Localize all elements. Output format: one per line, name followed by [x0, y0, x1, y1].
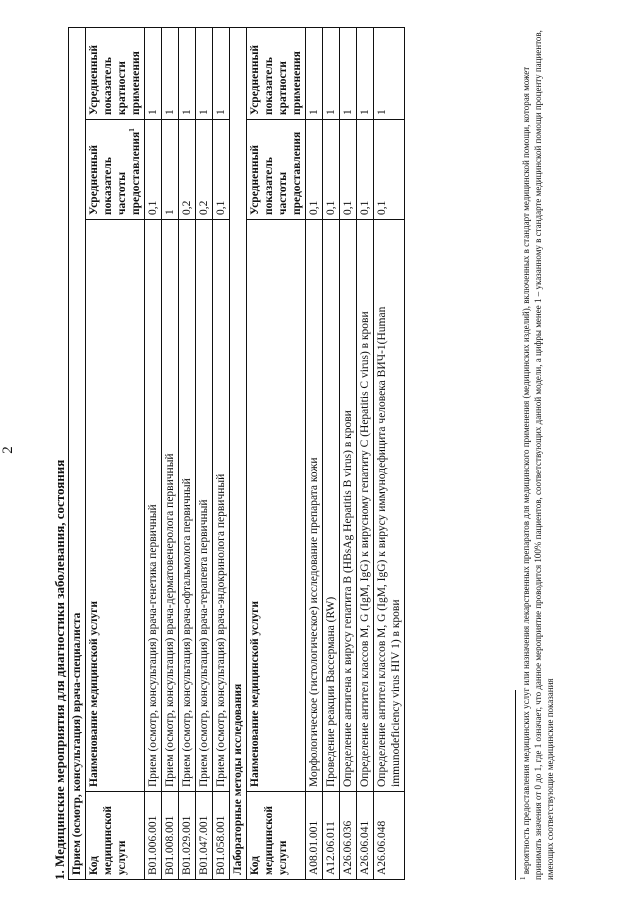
footnote-text: вероятность предоставления медицинских услуг или назначения лекарственных препаратов для медицинского применения (медицинских изделий), включенных в стандарт медицинской помощи, которая может принимать значения от 0 до 1, где 1 означает, что данное мероприятие проводится 100% пациентов, соответствующих данной модели, а цифры менее 1 – указанному в стандарте медицинской помощи проценту пациентов, имеющих соответствующие медицинские показания: [521, 30, 556, 880]
table-row: [162, 27, 179, 879]
service-name: Прием (осмотр, консультация) врача-дерматовенеролога первичный: [162, 220, 179, 792]
header-frequency-label: Усредненный показатель частоты предоставления: [249, 131, 304, 215]
rotated-page: [0, 20, 610, 880]
group-title-row: [69, 27, 86, 879]
header-row: [247, 27, 306, 879]
section-title: 1. Медицинские мероприятия для диагностики заболевания, состояния: [52, 459, 67, 880]
header-name: Наименование медицинской услуги: [247, 220, 306, 792]
frequency-value: 0,1: [374, 120, 405, 220]
services-table-body: [69, 27, 405, 879]
frequency-value: 0,1: [340, 120, 357, 220]
service-code: A26.06.048: [374, 792, 405, 880]
service-code: A08.01.001: [306, 792, 323, 880]
header-code: Код медицинской услуги: [86, 792, 145, 880]
header-row: [86, 27, 145, 879]
multiplicity-value: 1: [357, 27, 374, 119]
table-row: [306, 27, 323, 879]
table-row: [357, 27, 374, 879]
multiplicity-value: 1: [374, 27, 405, 119]
service-name: Прием (осмотр, консультация) врача-офтальмолога первичный: [179, 220, 196, 792]
group-title: Прием (осмотр, консультация) врача-специалиста: [69, 27, 86, 879]
service-name: Проведение реакции Вассермана (RW): [323, 220, 340, 792]
multiplicity-value: 1: [306, 27, 323, 119]
header-multiplicity: Усредненный показатель кратности применения: [86, 27, 145, 119]
service-name: Определение антигена к вирусу гепатита B (HBsAg Hepatitis B virus) в крови: [340, 220, 357, 792]
frequency-value: 0,1: [306, 120, 323, 220]
frequency-value: 0,2: [196, 120, 213, 220]
service-name: Определение антител классов M, G (IgM, IgG) к вирусу иммунодефицита человека ВИЧ-1(Human immunodeficiency virus HIV 1) в крови: [374, 220, 405, 792]
footnote-rule: [515, 690, 516, 880]
header-multiplicity: Усредненный показатель кратности применения: [247, 27, 306, 119]
table-row: [323, 27, 340, 879]
table-row: [145, 27, 162, 879]
table-row: [340, 27, 357, 879]
frequency-value: 0,1: [357, 120, 374, 220]
header-name: Наименование медицинской услуги: [86, 220, 145, 792]
frequency-value: 1: [162, 120, 179, 220]
services-table: [68, 27, 405, 880]
service-code: A26.06.036: [340, 792, 357, 880]
service-name: Морфологическое (гистологическое) исследование препарата кожи: [306, 220, 323, 792]
footnote-mark: 1: [519, 876, 527, 880]
page-number: 2: [0, 446, 16, 454]
frequency-value: 0,1: [213, 120, 230, 220]
table-row: [213, 27, 230, 879]
multiplicity-value: 1: [323, 27, 340, 119]
service-name: Прием (осмотр, консультация) врача-эндокринолога первичный: [213, 220, 230, 792]
service-code: B01.047.001: [196, 792, 213, 880]
multiplicity-value: 1: [162, 27, 179, 119]
header-frequency-footnote-mark: 1: [128, 128, 137, 132]
service-code: B01.058.001: [213, 792, 230, 880]
service-code: A26.06.041: [357, 792, 374, 880]
header-frequency: [86, 120, 145, 220]
multiplicity-value: 1: [145, 27, 162, 119]
table-row: [179, 27, 196, 879]
service-name: Определение антител классов M, G (IgM, IgG) к вирусному гепатиту C (Hepatitis C virus) в крови: [357, 220, 374, 792]
table-row: [196, 27, 213, 879]
header-frequency: [247, 120, 306, 220]
multiplicity-value: 1: [196, 27, 213, 119]
frequency-value: 0,2: [179, 120, 196, 220]
footnote: [515, 28, 556, 880]
group-title-row: [230, 27, 247, 879]
service-code: A12.06.011: [323, 792, 340, 880]
service-code: B01.006.001: [145, 792, 162, 880]
table-row: [374, 27, 405, 879]
service-name: Прием (осмотр, консультация) врача-терапевта первичный: [196, 220, 213, 792]
group-title: Лабораторные методы исследования: [230, 27, 247, 879]
header-frequency-label: Усредненный показатель частоты предоставления: [88, 131, 143, 215]
multiplicity-value: 1: [179, 27, 196, 119]
header-code: Код медицинской услуги: [247, 792, 306, 880]
frequency-value: 0,1: [323, 120, 340, 220]
frequency-value: 0,1: [145, 120, 162, 220]
service-code: B01.008.001: [162, 792, 179, 880]
service-name: Прием (осмотр, консультация) врача-генетика первичный: [145, 220, 162, 792]
multiplicity-value: 1: [213, 27, 230, 119]
service-code: B01.029.001: [179, 792, 196, 880]
multiplicity-value: 1: [340, 27, 357, 119]
